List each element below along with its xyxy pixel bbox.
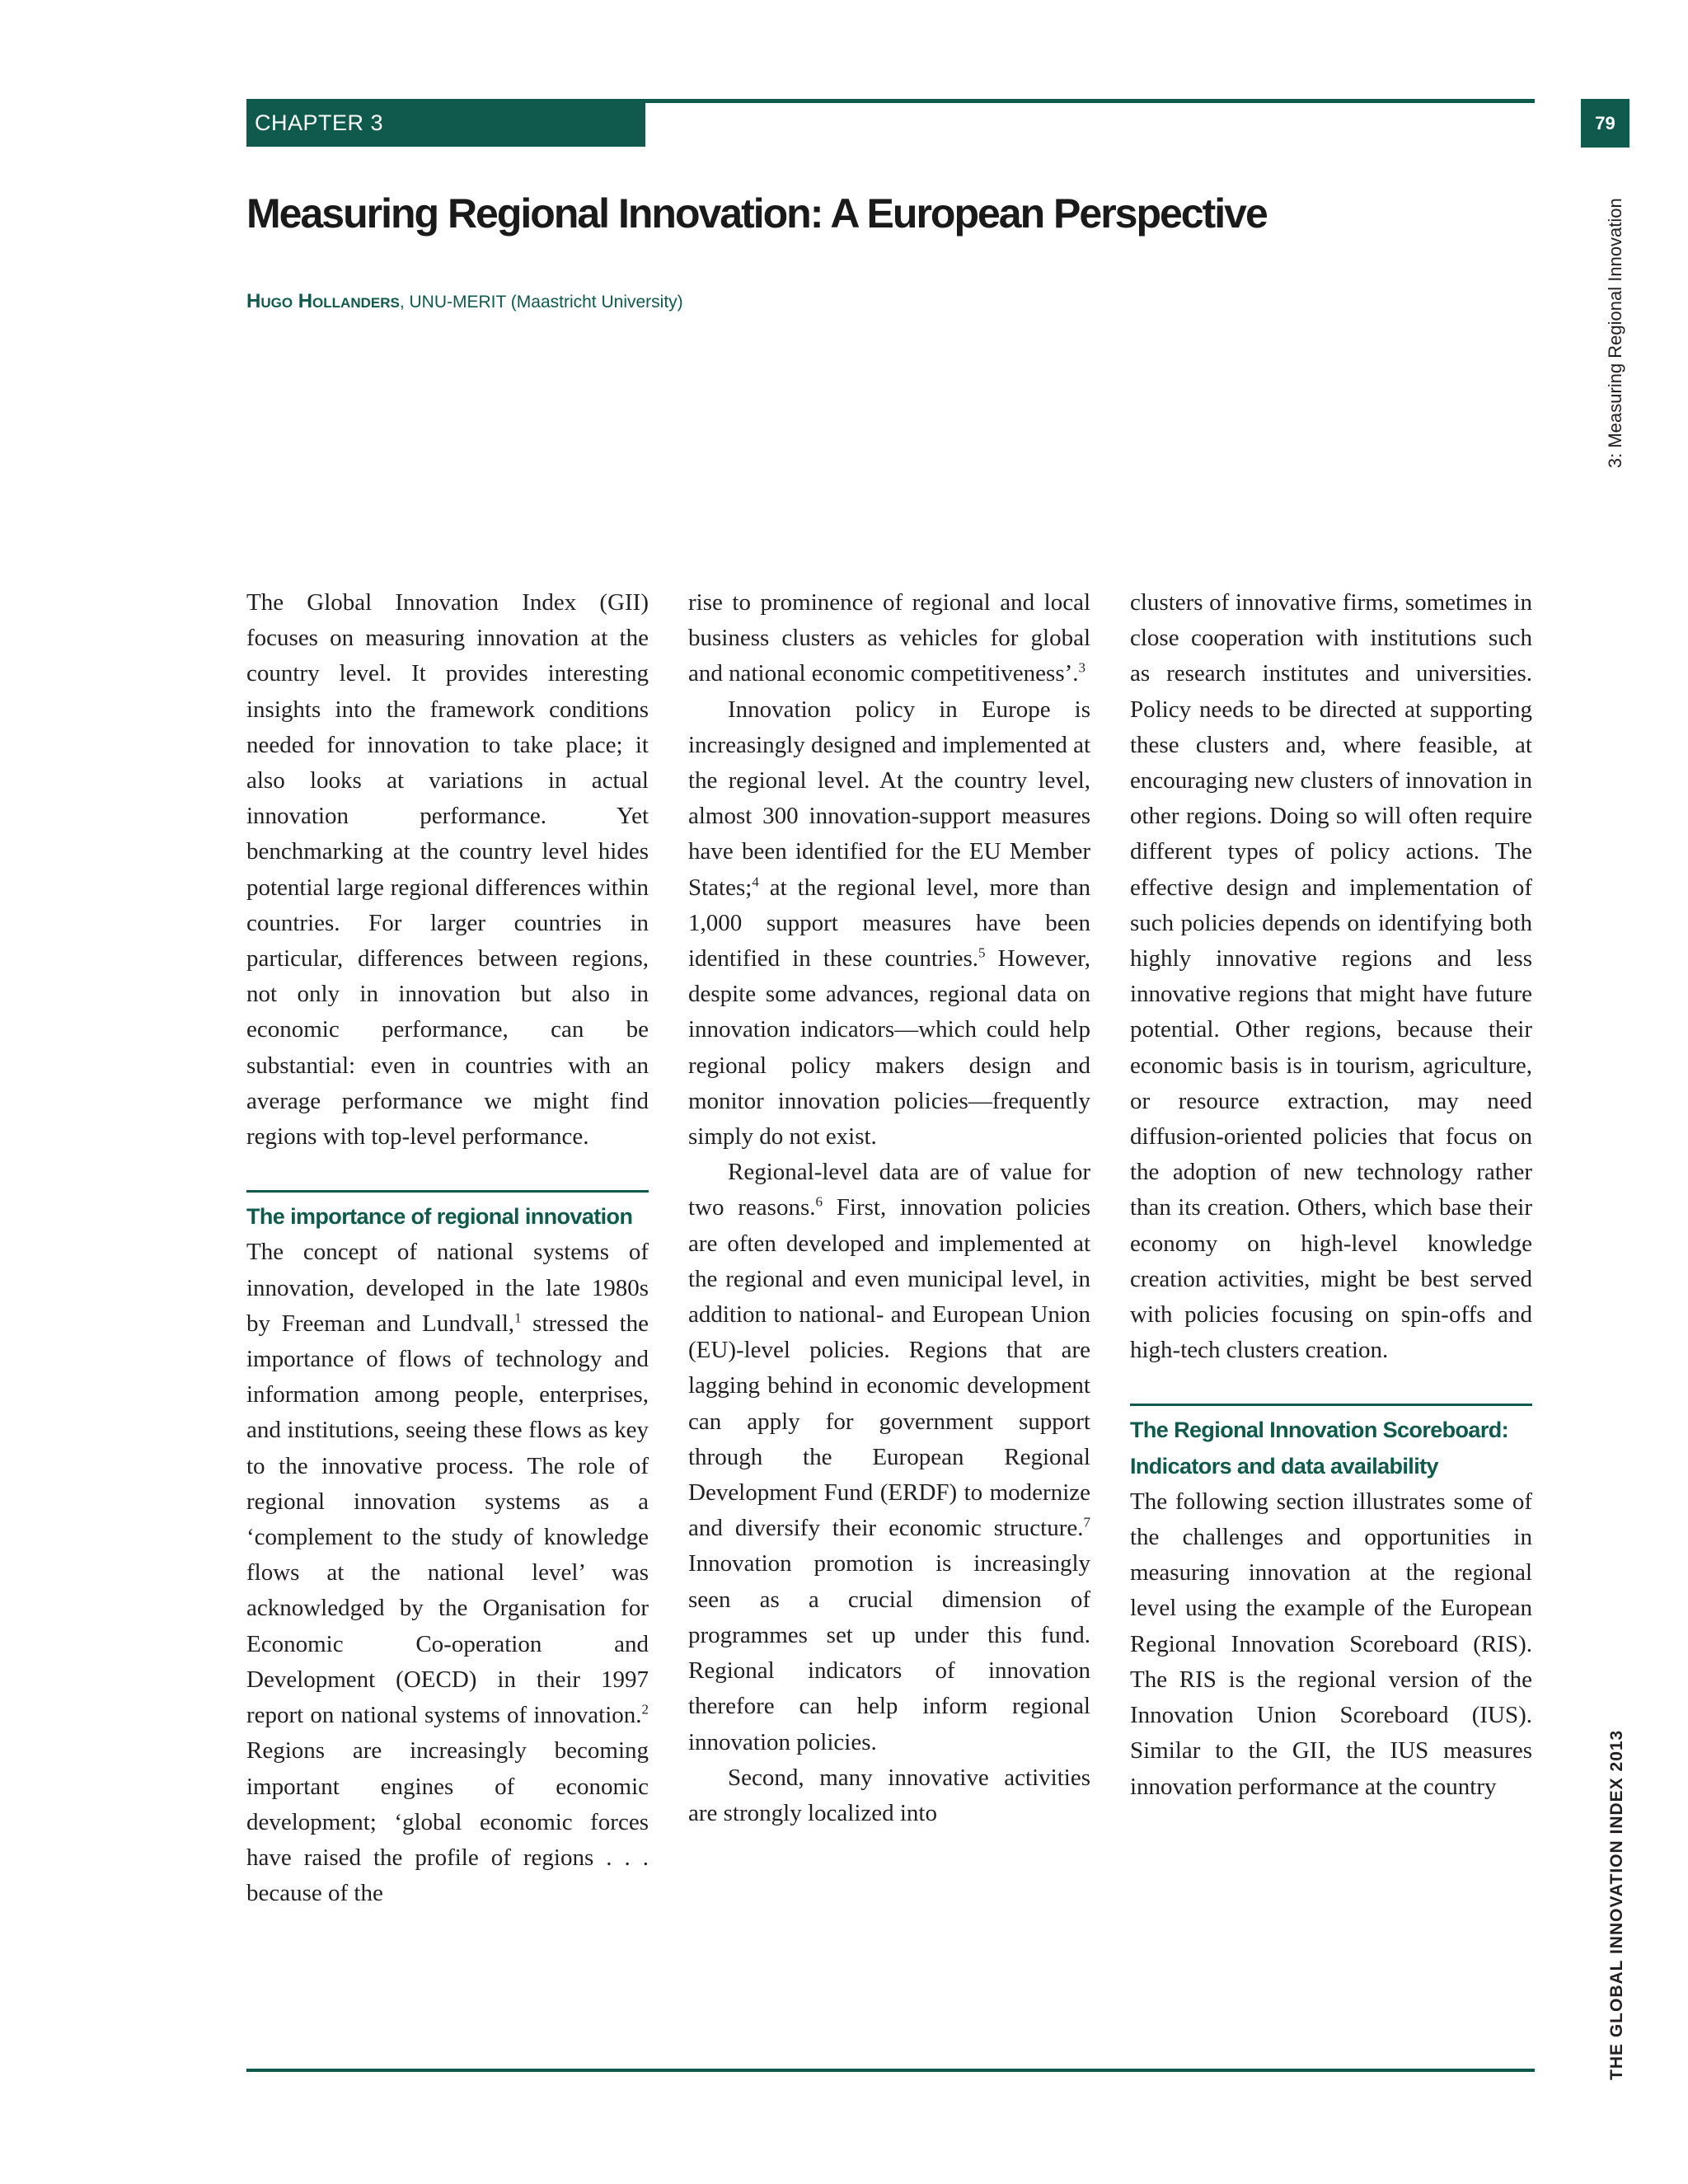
col2-paragraph-4: Second, many innovative activities are strongly localized into [688, 1764, 1090, 1826]
side-running-title: 3: Measuring Regional Innovation [1605, 198, 1625, 468]
author-affiliation: , UNU-MERIT (Maastricht University) [399, 293, 683, 312]
author-line [246, 290, 683, 313]
col3-paragraph-1: clusters of innovative firms, sometimes in close cooperation with institutions such as research institutes and universities. Policy needs to be directed at supporting these clusters and, where feasible, at encouraging new clusters of innovation in other regions. Doing so will often require different types of policy actions. The effective design and implementation of such policies depends on identifying both highly innovative regions and less innovative regions that might have future potential. Other regions, because their economic basis is in tourism, agriculture, or resource extraction, may need diffusion-oriented policies that focus on the adoption of new technology rather than its creation. Others, which base their economy on high-level knowledge creation activities, might be best served with policies focusing on spin-offs and high-tech clusters creation. [1130, 589, 1532, 1364]
author-name: Hugo Hollanders [246, 290, 400, 312]
bottom-rule [246, 2069, 1535, 2072]
column-1 [246, 585, 649, 1911]
section-heading-scoreboard: The Regional Innovation Scoreboard: Indicators and data availability [1130, 1418, 1509, 1479]
section1-paragraph: The concept of national systems of innovation, developed in the late 1980s by Freeman and Lundvall,$^1$ stressed the importance of flows of technology and information among people, enterprises, and institutions, seeing these flows as key to the innovative process. The role of regional innovation systems as a ‘complement to the study of knowledge flows at the national level’ was acknowledged by the Organisation for Economic Co-operation and Development (OECD) in their 1997 report on national systems of innovation.$^2$ Regions are increasingly becoming important engines of economic development; ‘global economic forces have raised the profile of regions . . . because of the [246, 1239, 649, 1907]
side-footer-title: THE GLOBAL INNOVATION INDEX 2013 [1607, 1729, 1626, 2080]
col2-paragraph-1: rise to prominence of regional and local business clusters as vehicles for global and national economic competitiveness’.$^3$ [688, 589, 1090, 687]
footnote-3: 3 [1078, 659, 1086, 676]
col2-paragraph-3: Regional-level data are of value for two reasons.$^6$ First, innovation policies are often developed and implemented at the regional and even municipal level, in addition to national- and European Union (EU)-level policies. Regions that are lagging behind in economic development can apply for government support through the European Regional Development Fund (ERDF) to modernize and diversify their economic structure.$^7$ Innovation promotion is increasingly seen as a crucial dimension of programmes set up under this fund. Regional indicators of innovation therefore can help inform regional innovation policies. [688, 1159, 1090, 1755]
footnote-1: 1 [514, 1310, 522, 1326]
page-title: Measuring Regional Innovation: A European Perspective [246, 190, 1267, 237]
chapter-label: CHAPTER 3 [246, 99, 645, 147]
section2-paragraph: The following section illustrates some of the challenges and opportunities in measuring innovation at the regional level using the example of the European Regional Innovation Scoreboard (RIS). The RIS is the regional version of the Innovation Union Scoreboard (IUS). Similar to the GII, the IUS measures innovation performance at the country [1130, 1488, 1532, 1800]
col2-paragraph-2: Innovation policy in Europe is increasingly designed and implemented at the regional level. At the country level, almost 300 innovation-support measures have been identified for the EU Member States;$^4$ at the regional level, more than 1,000 support measures have been identified in these countries.$^5$ However, despite some advances, regional data on innovation indicators—which could help regional policy makers design and monitor innovation policies—frequently simply do not exist. [688, 696, 1091, 1151]
footnote-5: 5 [978, 944, 986, 961]
footnote-4: 4 [752, 873, 759, 889]
column-2 [688, 585, 1090, 1831]
intro-paragraph: The Global Innovation Index (GII) focuses on measuring innovation at the country level. It provides interesting insights into the framework conditions needed for innovation to take place; it also looks at variations in actual innovation performance. Yet benchmarking at the country level hides potential large regional differences within countries. For larger countries in particular, differences between regions, not only in innovation but also in economic performance, can be substantial: even in countries with an average performance we might find regions with top-level performance. [246, 589, 649, 1151]
page-number: 79 [1581, 99, 1629, 148]
footnote-7: 7 [1083, 1514, 1090, 1530]
column-3 [1130, 585, 1532, 1805]
section-heading-regional-innovation: The importance of regional innovation [246, 1204, 633, 1230]
footnote-2: 2 [641, 1701, 649, 1718]
footnote-6: 6 [815, 1193, 823, 1210]
